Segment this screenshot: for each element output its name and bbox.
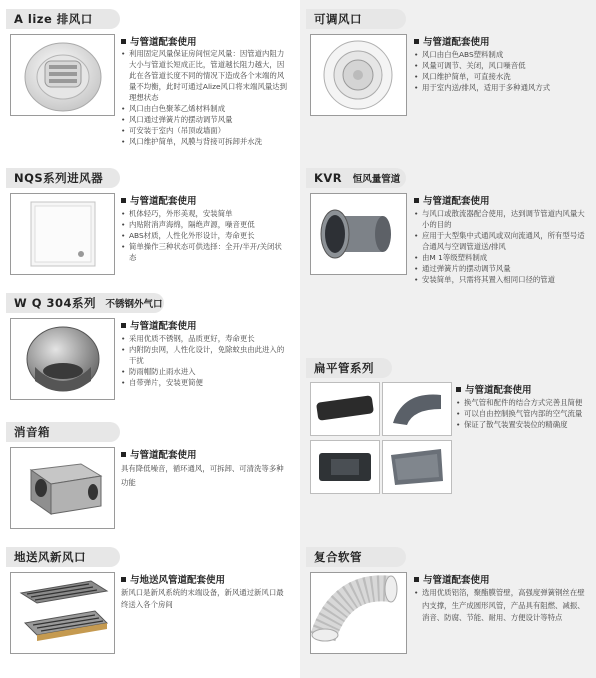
alize-heading: 与管道配套使用 bbox=[121, 34, 197, 48]
nqs-bullets bbox=[121, 208, 289, 263]
list-item: • 可安装于室内（吊顶或墙面） bbox=[121, 125, 291, 136]
alize-vent-photo bbox=[10, 34, 115, 116]
list-item: • 利用固定风量保证房间恒定风量：因管道内阻力大小与管道长短成正比，管道越长阻力越大，因此在各管道长度不同的情况下造成各个末端的风量不均衡，此时可通过Alize风口将末端风量达到理想状态 bbox=[121, 48, 291, 103]
list-item: • 内附防虫网，人性化设计，免除蚊虫由此进入的干扰 bbox=[121, 344, 289, 366]
silencer-heading: 与管道配套使用 bbox=[121, 447, 197, 461]
section-title-wq304: W Q 304系列 不锈钢外气口 bbox=[6, 293, 164, 313]
flex-bullets bbox=[414, 587, 590, 625]
flex-duct-photo bbox=[310, 572, 407, 654]
section-title-adjustable: 可调风口 bbox=[306, 9, 406, 29]
list-item: • 选用优质铝箔，聚酯膜管壁，高强度弹簧钢丝在壁内支撑，生产成圆形风管，产品具有阻燃、减振、消音、防腐、节能、耐用、方便设计等特点 bbox=[414, 587, 590, 625]
wq304-outlet-photo bbox=[10, 318, 115, 400]
nqs-inlet-photo bbox=[10, 193, 115, 275]
silencer-box-photo bbox=[10, 447, 115, 529]
kvr-valve-photo bbox=[310, 193, 407, 275]
list-item: • 风口维护简单，风膜与背接可拆卸并水洗 bbox=[121, 136, 291, 147]
kvr-heading: 与管道配套使用 bbox=[414, 193, 490, 207]
section-title-floor: 地送风新风口 bbox=[6, 547, 120, 567]
list-item: • 保证了散气装置安装位的精确度 bbox=[456, 419, 590, 430]
square-bullet-icon bbox=[414, 198, 419, 203]
list-item: • 可以自由控制换气管内部的空气流量 bbox=[456, 408, 590, 419]
flat-pipe-photo-2 bbox=[382, 382, 452, 436]
list-item: • ABS材质，人性化外形设计，寿命更长 bbox=[121, 230, 289, 241]
list-item: • 机体轻巧，外形美观，安装简单 bbox=[121, 208, 289, 219]
list-item: • 防雨帽防止雨水进入 bbox=[121, 366, 289, 377]
kvr-bullets bbox=[414, 208, 590, 285]
list-item: • 风口由白色ABS塑料制成 bbox=[414, 49, 590, 60]
wq304-bullets bbox=[121, 333, 289, 388]
square-bullet-icon bbox=[414, 39, 419, 44]
list-item: • 应用于大型集中式通风或双向流通风，所有型号适合通风与空调管道送/排风 bbox=[414, 230, 590, 252]
square-bullet-icon bbox=[121, 577, 126, 582]
square-bullet-icon bbox=[121, 452, 126, 457]
list-item: • 风量可调节、关闭，风口噪音低 bbox=[414, 60, 590, 71]
adjustable-vent-photo bbox=[310, 34, 407, 116]
section-title-flex: 复合软管 bbox=[306, 547, 406, 567]
flat-pipe-photo-3 bbox=[310, 440, 380, 494]
list-item: • 风口由白色聚苯乙烯材料制成 bbox=[121, 103, 291, 114]
flat-heading: 与管道配套使用 bbox=[456, 382, 532, 396]
list-item: • 由M 1等级塑料制成 bbox=[414, 252, 590, 263]
list-item: • 风口通过弹簧片的摆动调节风量 bbox=[121, 114, 291, 125]
alize-bullets bbox=[121, 48, 291, 147]
square-bullet-icon bbox=[414, 577, 419, 582]
section-title-flat: 扁平管系列 bbox=[306, 358, 392, 378]
square-bullet-icon bbox=[456, 387, 461, 392]
square-bullet-icon bbox=[121, 198, 126, 203]
adjustable-bullets bbox=[414, 49, 590, 93]
section-title-kvr: KVR 恒风量管道 bbox=[306, 168, 406, 188]
list-item: • 安装简单，只需将其置入相同口径的管道 bbox=[414, 274, 590, 285]
flat-pipe-photo-1 bbox=[310, 382, 380, 436]
list-item: • 用于室内送/排风，适用于多种通风方式 bbox=[414, 82, 590, 93]
floor-description: 新风口是新风系统的末端设备，新风通过新风口最终送入各个房间 bbox=[121, 588, 284, 609]
list-item: • 通过弹簧片的摆动调节风量 bbox=[414, 263, 590, 274]
list-item: • 风口维护简单，可直接水洗 bbox=[414, 71, 590, 82]
list-item: • 自带弹片，安装更简便 bbox=[121, 377, 289, 388]
wq304-heading: 与管道配套使用 bbox=[121, 318, 197, 332]
list-item: • 内贴附消声海绵，隔绝声源，噪音更低 bbox=[121, 219, 289, 230]
section-title-silencer: 消音箱 bbox=[6, 422, 120, 442]
list-item: • 与风口或散流器配合使用，达到调节管道内风量大小的目的 bbox=[414, 208, 590, 230]
list-item: • 换气管和配件的结合方式完善且简便 bbox=[456, 397, 590, 408]
section-title-alize: A lize 排风口 bbox=[6, 9, 120, 29]
floor-heading: 与地送风管道配套使用 bbox=[121, 572, 225, 586]
floor-vent-photo bbox=[10, 572, 115, 654]
flat-pipe-photos bbox=[310, 382, 452, 494]
silencer-description: 具有降低噪音，循环通风，可拆卸、可清洗等多种功能 bbox=[121, 464, 284, 487]
square-bullet-icon bbox=[121, 39, 126, 44]
list-item: • 采用优质不锈钢，品质更好，寿命更长 bbox=[121, 333, 289, 344]
square-bullet-icon bbox=[121, 323, 126, 328]
flat-pipe-photo-4 bbox=[382, 440, 452, 494]
adjustable-heading: 与管道配套使用 bbox=[414, 34, 490, 48]
list-item: • 简单操作三种状态可供选择：全开/半开/关闭状态 bbox=[121, 241, 289, 263]
flat-bullets bbox=[456, 397, 590, 430]
nqs-heading: 与管道配套使用 bbox=[121, 193, 197, 207]
flex-heading: 与管道配套使用 bbox=[414, 572, 490, 586]
section-title-nqs: NQS系列进风器 bbox=[6, 168, 120, 188]
